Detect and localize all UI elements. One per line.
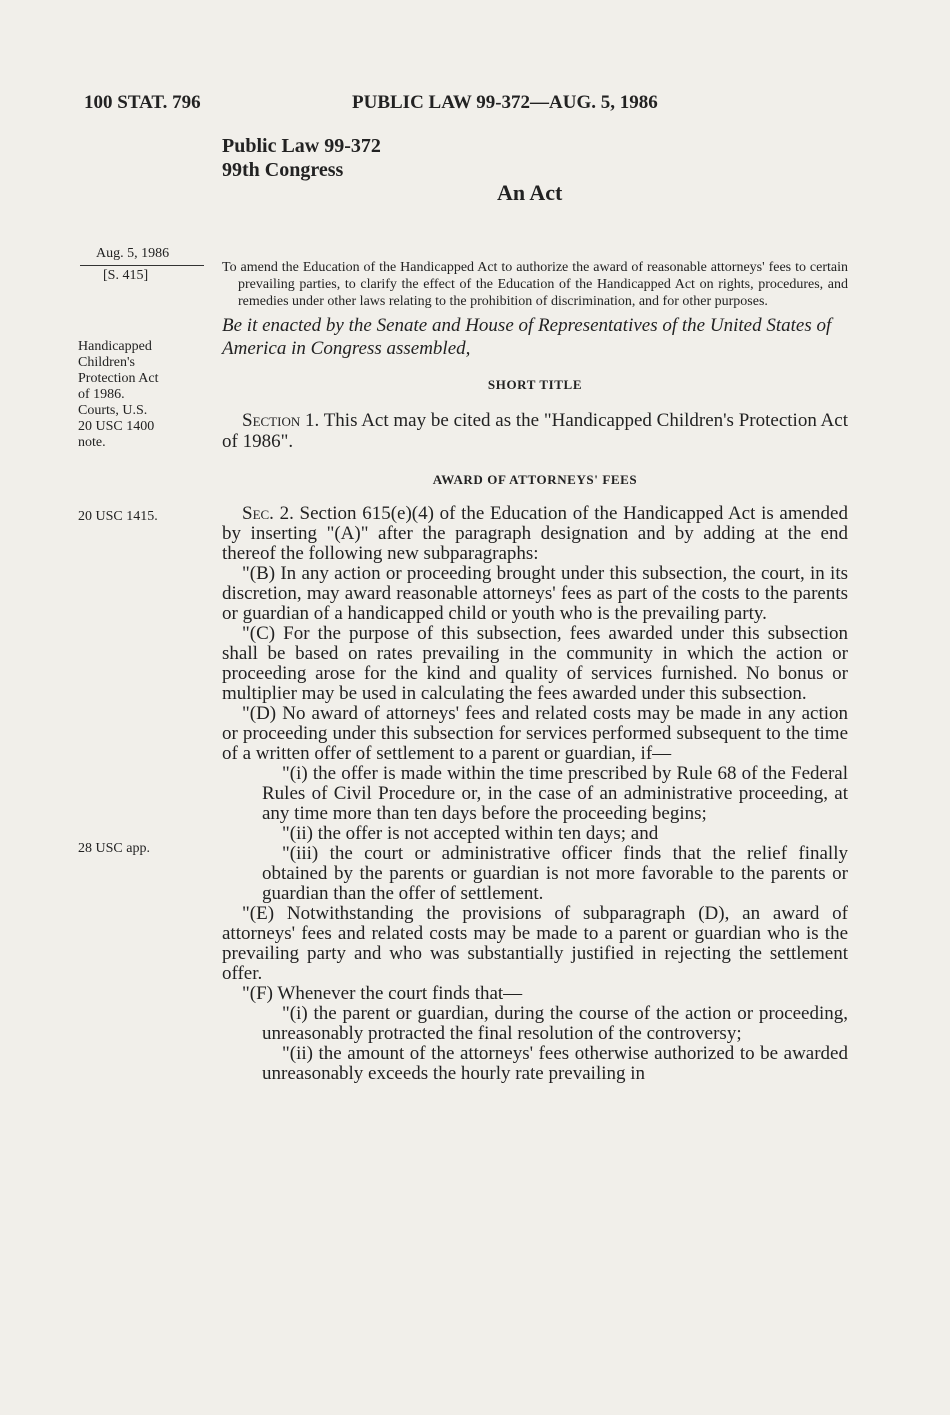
clause-f-i: "(i) the parent or guardian, during the course of the action or proceeding, unreasonably protracted the final resolution of the controversy; (262, 1003, 848, 1044)
margin-bill-number: [S. 415] (103, 268, 149, 283)
section-2-body (222, 504, 848, 1084)
margin-note-line: Protection Act (78, 371, 159, 386)
subparagraph-e: "(E) Notwithstanding the provisions of subparagraph (D), an award of attorneys' fees and related costs may be made to a parent or guardian who is the prevailing party and who was substantially justified in rejecting the settlement offer. (222, 903, 848, 984)
subparagraph-b: "(B) In any action or proceeding brought under this subsection, the court, in its discretion, may award reasonable attorneys' fees as part of the costs to the parents or guardian of a handicapped child or youth who is the prevailing party. (222, 563, 848, 624)
margin-note-line: of 1986. (78, 387, 125, 402)
margin-divider (80, 265, 204, 266)
award-heading: AWARD OF ATTORNEYS' FEES (432, 472, 638, 487)
enacting-clause: Be it enacted by the Senate and House of Representatives of the United States of America in Congress assembled, (222, 315, 832, 359)
margin-date: Aug. 5, 1986 (96, 246, 170, 261)
section-2-label: Sec. (242, 503, 274, 524)
section-2-intro (222, 504, 848, 564)
clause-d-ii: "(ii) the offer is not accepted within ten days; and (282, 823, 659, 844)
margin-note-line: Children's (78, 355, 135, 370)
clause-d-iii: "(iii) the court or administrative officer finds that the relief finally obtained by the parents or guardian is not more favorable to the parents or guardian than the offer of settlement. (262, 843, 848, 904)
margin-note (78, 339, 203, 451)
section-1-label: Section (242, 410, 301, 431)
act-title: An Act (497, 180, 563, 205)
margin-citation-1415: 20 USC 1415. (78, 509, 158, 524)
page-stat-reference: 100 STAT. 796 (84, 92, 201, 113)
congress-label: 99th Congress (222, 159, 344, 181)
subparagraph-d: "(D) No award of attorneys' fees and related costs may be made in any action or proceeding under this subsection for services performed subsequent to the time of a written offer of settlement to a parent or guardian, if— (222, 703, 848, 764)
short-title-heading: SHORT TITLE (487, 377, 583, 392)
section-2-intro-text: 2. Section 615(e)(4) of the Education of the Handicapped Act is amended by inserting "(A)" after the paragraph designation and by adding at the end thereof the following new subparagraphs: (222, 503, 848, 564)
subparagraph-c: "(C) For the purpose of this subsection, fees awarded under this subsection shall be based on rates prevailing in the community in which the action or proceeding arose for the kind and quality of services furnished. No bonus or multiplier may be used in calculating the fees awarded under this subsection. (222, 623, 848, 704)
subparagraph-f: "(F) Whenever the court finds that— (242, 983, 523, 1004)
clause-d-i: "(i) the offer is made within the time prescribed by Rule 68 of the Federal Rules of Civil Procedure or, in the case of an administrative proceeding, at any time more than ten days before the proceeding begins; (262, 763, 848, 824)
margin-note-line: Courts, U.S. (78, 403, 148, 418)
section-1 (222, 410, 848, 452)
clause-f-ii: "(ii) the amount of the attorneys' fees otherwise authorized to be awarded unreasonably exceeds the hourly rate prevailing in (262, 1043, 848, 1084)
margin-note-line: Handicapped (78, 339, 152, 354)
act-purpose: To amend the Education of the Handicapped Act to authorize the award of reasonable attorneys' fees to certain prevailing parties, to clarify the effect of the Education of the Handicapped Act on rights, procedures, and remedies under other laws relating to the prohibition of discrimination, and for other purposes. (222, 260, 848, 309)
margin-note-line: note. (78, 435, 106, 450)
public-law-number: Public Law 99-372 (222, 135, 381, 157)
margin-citation-28-usc: 28 USC app. (78, 841, 150, 856)
running-header: PUBLIC LAW 99-372—AUG. 5, 1986 (352, 92, 658, 113)
section-1-text: 1. This Act may be cited as the "Handicapped Children's Protection Act of 1986". (222, 410, 848, 452)
margin-note-line: 20 USC 1400 (78, 419, 155, 434)
